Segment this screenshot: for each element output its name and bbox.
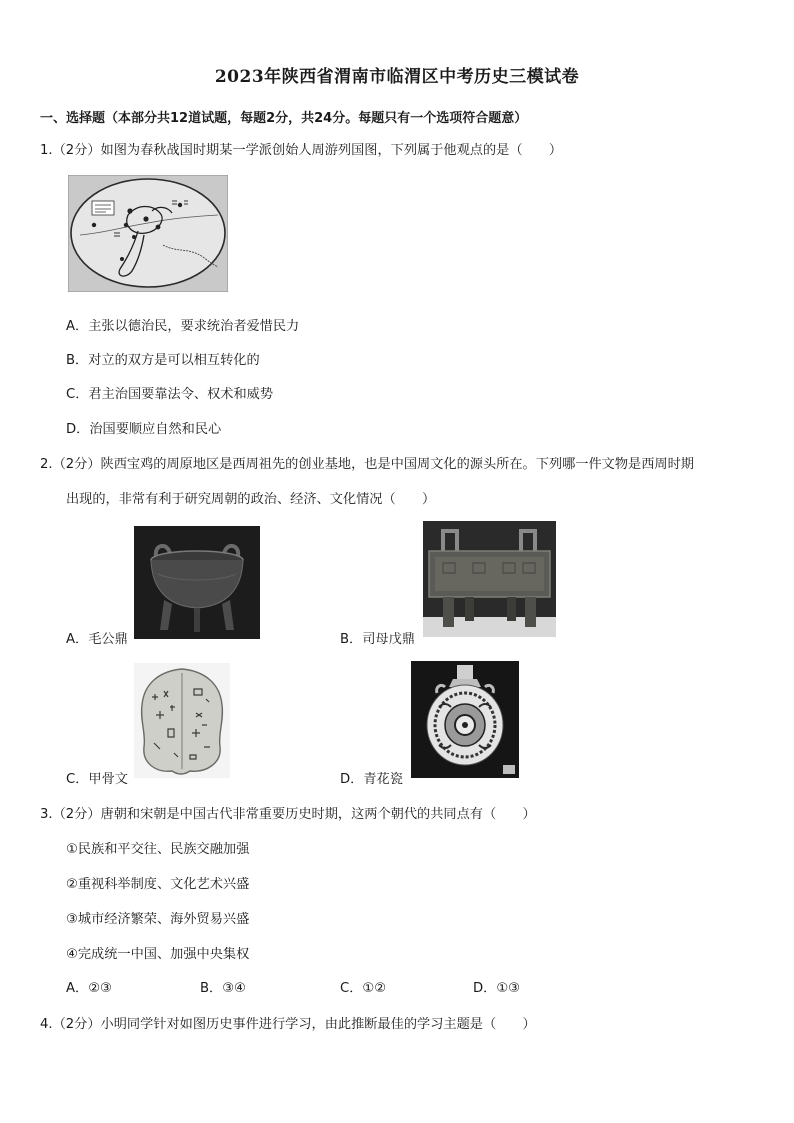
question-4-stem: 4.（2分）小明同学针对如图历史事件进行学习，由此推断最佳的学习主题是（ ） [40,1017,536,1032]
q1-option-b: B．对立的双方是可以相互转化的 [66,353,260,368]
q3-option-a: A．②③ [66,981,112,996]
q1-option-a: A．主张以德治民，要求统治者爱惜民力 [66,319,300,334]
q3-item-4: ④完成统一中国、加强中央集权 [66,947,250,962]
q3-item-2: ②重视科举制度、文化艺术兴盛 [66,877,250,892]
q1-option-c: C．君主治国要靠法令、权术和威势 [66,387,274,402]
q2-option-d: D．青花瓷 [340,772,403,787]
page-title: 2023年陕西省渭南市临渭区中考历史三模试卷 [214,67,580,87]
section-heading: 一、选择题（本部分共12道试题，每题2分，共24分。每题只有一个选项符合题意） [40,111,528,126]
question-2-stem-line1: 2.（2分）陕西宝鸡的周原地区是西周祖先的创业基地，也是中国周文化的源头所在。下列哪一件文物是西周时期 [40,457,694,472]
question-1-stem: 1.（2分）如图为春秋战国时期某一学派创始人周游列国图，下列属于他观点的是（ ） [40,143,563,158]
travel-map-image [68,175,228,292]
q3-option-b: B．③④ [200,981,246,996]
maogong-ding-image [134,526,260,639]
blue-white-porcelain-image [411,661,519,778]
q1-option-d: D．治国要顺应自然和民心 [66,422,222,437]
q3-option-d: D．①③ [473,981,520,996]
q3-item-1: ①民族和平交往、民族交融加强 [66,842,250,857]
question-2-stem-line2: 出现的，非常有利于研究周朝的政治、经济、文化情况（ ） [66,492,436,507]
q3-item-3: ③城市经济繁荣、海外贸易兴盛 [66,912,250,927]
q3-option-c: C．①② [340,981,387,996]
q2-option-a: A．毛公鼎 [66,632,128,647]
question-3-stem: 3.（2分）唐朝和宋朝是中国古代非常重要历史时期，这两个朝代的共同点有（ ） [40,807,536,822]
oracle-bone-image [134,663,230,778]
q2-option-b: B．司母戊鼎 [340,632,415,647]
q2-option-c: C．甲骨文 [66,772,128,787]
simuwu-ding-image [423,521,556,637]
